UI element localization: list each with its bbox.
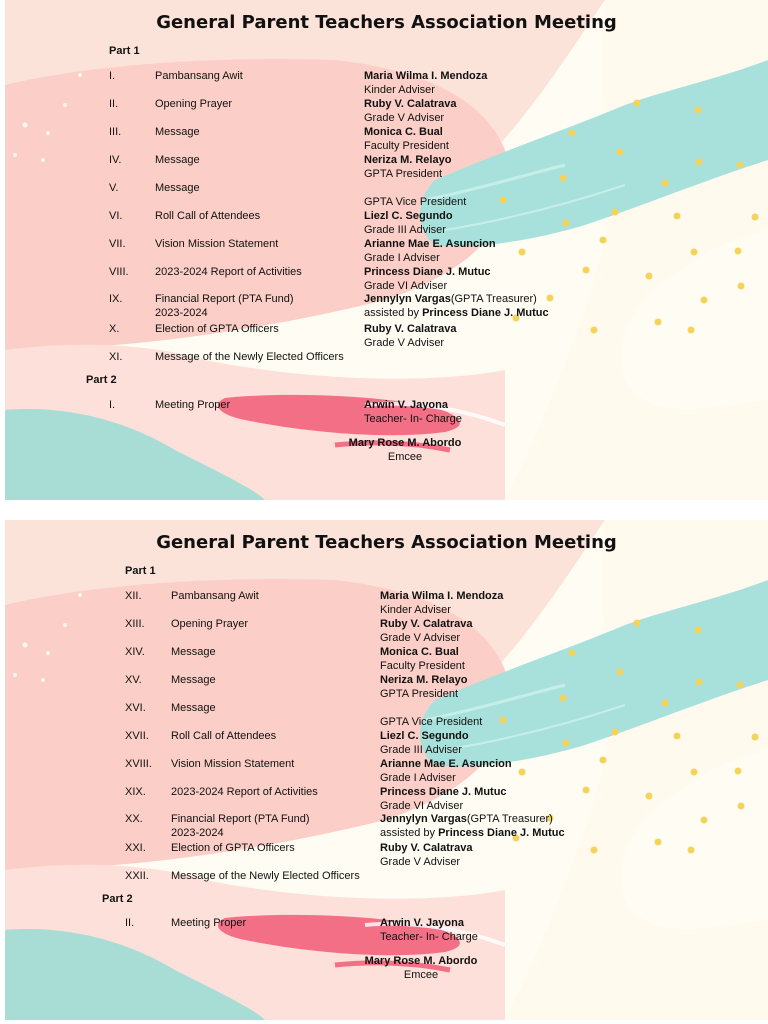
item-number: XIV. [125, 646, 145, 658]
item-activity: Message [171, 702, 216, 714]
item-activity: Message of the Newly Elected Officers [171, 870, 360, 882]
emcee-role: Emcee [403, 969, 439, 981]
person-name: Arwin V. Jayona [364, 399, 448, 411]
item-activity: Pambansang Awit [155, 70, 243, 82]
emcee-name: Mary Rose M. Abordo [364, 955, 478, 967]
person-name: Maria Wilma I. Mendoza [364, 70, 488, 82]
item-person [380, 812, 565, 840]
item-number: I. [109, 399, 116, 411]
item-activity: Meeting Proper [155, 399, 231, 411]
item-activity: Message of the Newly Elected Officers [155, 351, 344, 363]
person-name: Ruby V. Calatrava [380, 618, 473, 630]
item-person [380, 645, 465, 673]
person-name: Ruby V. Calatrava [364, 323, 457, 335]
treasurer-line [380, 812, 565, 826]
person-role: Grade V Adviser [380, 856, 461, 868]
item-person [364, 237, 496, 265]
person-role: Teacher- In- Charge [364, 413, 462, 425]
part-2-label: Part 2 [102, 893, 133, 905]
item-number: II. [125, 917, 135, 929]
person-name: Arwin V. Jayona [380, 917, 464, 929]
person-name: Princess Diane J. Mutuc [380, 786, 507, 798]
person-name: Ruby V. Calatrava [380, 842, 473, 854]
item-person [380, 617, 473, 645]
person-name: Monica C. Bual [380, 646, 459, 658]
item-activity: 2023-2024 Report of Activities [171, 786, 318, 798]
item-activity: Election of GPTA Officers [171, 842, 295, 854]
person-name: Maria Wilma I. Mendoza [380, 590, 504, 602]
item-number: X. [109, 323, 120, 335]
item-activity: Roll Call of Attendees [155, 210, 261, 222]
item-person [380, 841, 473, 869]
item-activity: 2023-2024 Report of Activities [155, 266, 302, 278]
item-number: XVI. [125, 702, 146, 714]
person-role: Grade V Adviser [364, 337, 445, 349]
person-name: Liezl C. Segundo [364, 210, 453, 222]
item-person [364, 97, 457, 125]
item-activity: Message [155, 154, 200, 166]
person-name: Arianne Mae E. Asuncion [364, 238, 496, 250]
page-title: General Parent Teachers Association Meeting [156, 532, 617, 553]
item-person [380, 785, 507, 813]
item-number: VIII. [109, 266, 129, 278]
page-title: General Parent Teachers Association Meeting [156, 12, 617, 33]
item-number: XXI. [125, 842, 146, 854]
item-number: IV. [109, 154, 122, 166]
item-number: XI. [109, 351, 123, 363]
item-number: XX. [125, 813, 143, 825]
item-number: I. [109, 70, 116, 82]
item-activity: Roll Call of Attendees [171, 730, 277, 742]
item-person [380, 916, 478, 944]
item-activity: Pambansang Awit [171, 590, 259, 602]
assistant-name: Princess Diane J. Mutuc [438, 827, 565, 839]
program-page-2 [5, 520, 768, 1020]
item-activity: Election of GPTA Officers [155, 323, 279, 335]
item-number: XVII. [125, 730, 149, 742]
person-role: GPTA Vice President [380, 716, 483, 728]
item-person [380, 589, 503, 617]
person-title: (GPTA Treasurer) [466, 813, 553, 825]
item-activity: Message [155, 182, 200, 194]
item-number: XII. [125, 590, 142, 602]
item-activity [171, 812, 310, 840]
item-number: XIII. [125, 618, 145, 630]
item-activity: Opening Prayer [171, 618, 249, 630]
person-role: Faculty President [364, 140, 449, 152]
person-role: Grade III Adviser [364, 224, 446, 236]
person-name: Ruby V. Calatrava [364, 98, 457, 110]
item-person [364, 322, 457, 350]
assisted-by-prefix: assisted by [364, 307, 423, 319]
person-name: Neriza M. Relayo [364, 154, 452, 166]
assisted-by-prefix: assisted by [380, 827, 439, 839]
item-number: XIX. [125, 786, 146, 798]
part-2-label: Part 2 [86, 374, 117, 386]
person-name: Jennylyn Vargas [364, 293, 451, 305]
activity-line-2: 2023-2024 [171, 827, 224, 839]
person-role: Grade V Adviser [364, 112, 445, 124]
activity-line-1: Financial Report (PTA Fund) [171, 813, 310, 825]
person-role: Grade I Adviser [380, 772, 456, 784]
person-name: Arianne Mae E. Asuncion [380, 758, 512, 770]
person-name: Monica C. Bual [364, 126, 443, 138]
person-name: Neriza M. Relayo [380, 674, 468, 686]
item-number: XXII. [125, 870, 149, 882]
item-person [364, 209, 453, 237]
item-activity: Meeting Proper [171, 917, 247, 929]
emcee-block [301, 954, 541, 982]
person-role: GPTA Vice President [364, 196, 467, 208]
item-activity: Message [171, 674, 216, 686]
item-person [364, 181, 466, 209]
person-role: Grade V Adviser [380, 632, 461, 644]
item-person [364, 153, 451, 181]
item-person [380, 673, 467, 701]
person-role: GPTA President [380, 688, 459, 700]
item-person [380, 729, 469, 757]
part-1-label: Part 1 [125, 565, 156, 577]
person-role: Kinder Adviser [364, 84, 435, 96]
item-activity [155, 292, 294, 320]
item-activity: Message [155, 126, 200, 138]
program-page-1 [5, 0, 768, 500]
item-activity: Message [171, 646, 216, 658]
item-number: XVIII. [125, 758, 152, 770]
person-name: Liezl C. Segundo [380, 730, 469, 742]
person-title: (GPTA Treasurer) [450, 293, 537, 305]
person-role: GPTA President [364, 168, 443, 180]
item-person [364, 398, 462, 426]
person-role: Teacher- In- Charge [380, 931, 478, 943]
item-person [380, 701, 482, 729]
treasurer-line [364, 292, 549, 306]
person-role: Grade I Adviser [364, 252, 440, 264]
item-number: V. [109, 182, 119, 194]
person-name: Princess Diane J. Mutuc [364, 266, 491, 278]
person-name [380, 701, 482, 715]
item-number: IX. [109, 293, 123, 305]
person-role: Grade III Adviser [380, 744, 462, 756]
item-person [380, 757, 512, 785]
person-role: Faculty President [380, 660, 465, 672]
person-name: Jennylyn Vargas [380, 813, 467, 825]
emcee-name: Mary Rose M. Abordo [348, 437, 462, 449]
item-number: VI. [109, 210, 123, 222]
item-number: II. [109, 98, 119, 110]
item-person [364, 125, 449, 153]
item-activity: Opening Prayer [155, 98, 233, 110]
part-1-label: Part 1 [109, 45, 140, 57]
item-person [364, 69, 487, 97]
activity-line-1: Financial Report (PTA Fund) [155, 293, 294, 305]
item-activity: Vision Mission Statement [155, 238, 279, 250]
item-number: XV. [125, 674, 142, 686]
item-number: VII. [109, 238, 126, 250]
emcee-block [285, 436, 525, 464]
item-activity: Vision Mission Statement [171, 758, 295, 770]
person-role: Grade VI Adviser [364, 280, 448, 292]
person-name [364, 181, 466, 195]
assisted-by-line [364, 306, 549, 320]
person-role: Grade VI Adviser [380, 800, 464, 812]
item-person [364, 265, 491, 293]
assistant-name: Princess Diane J. Mutuc [422, 307, 549, 319]
item-number: III. [109, 126, 122, 138]
person-role: Kinder Adviser [380, 604, 451, 616]
activity-line-2: 2023-2024 [155, 307, 208, 319]
emcee-role: Emcee [387, 451, 423, 463]
assisted-by-line [380, 826, 565, 840]
item-person [364, 292, 549, 320]
